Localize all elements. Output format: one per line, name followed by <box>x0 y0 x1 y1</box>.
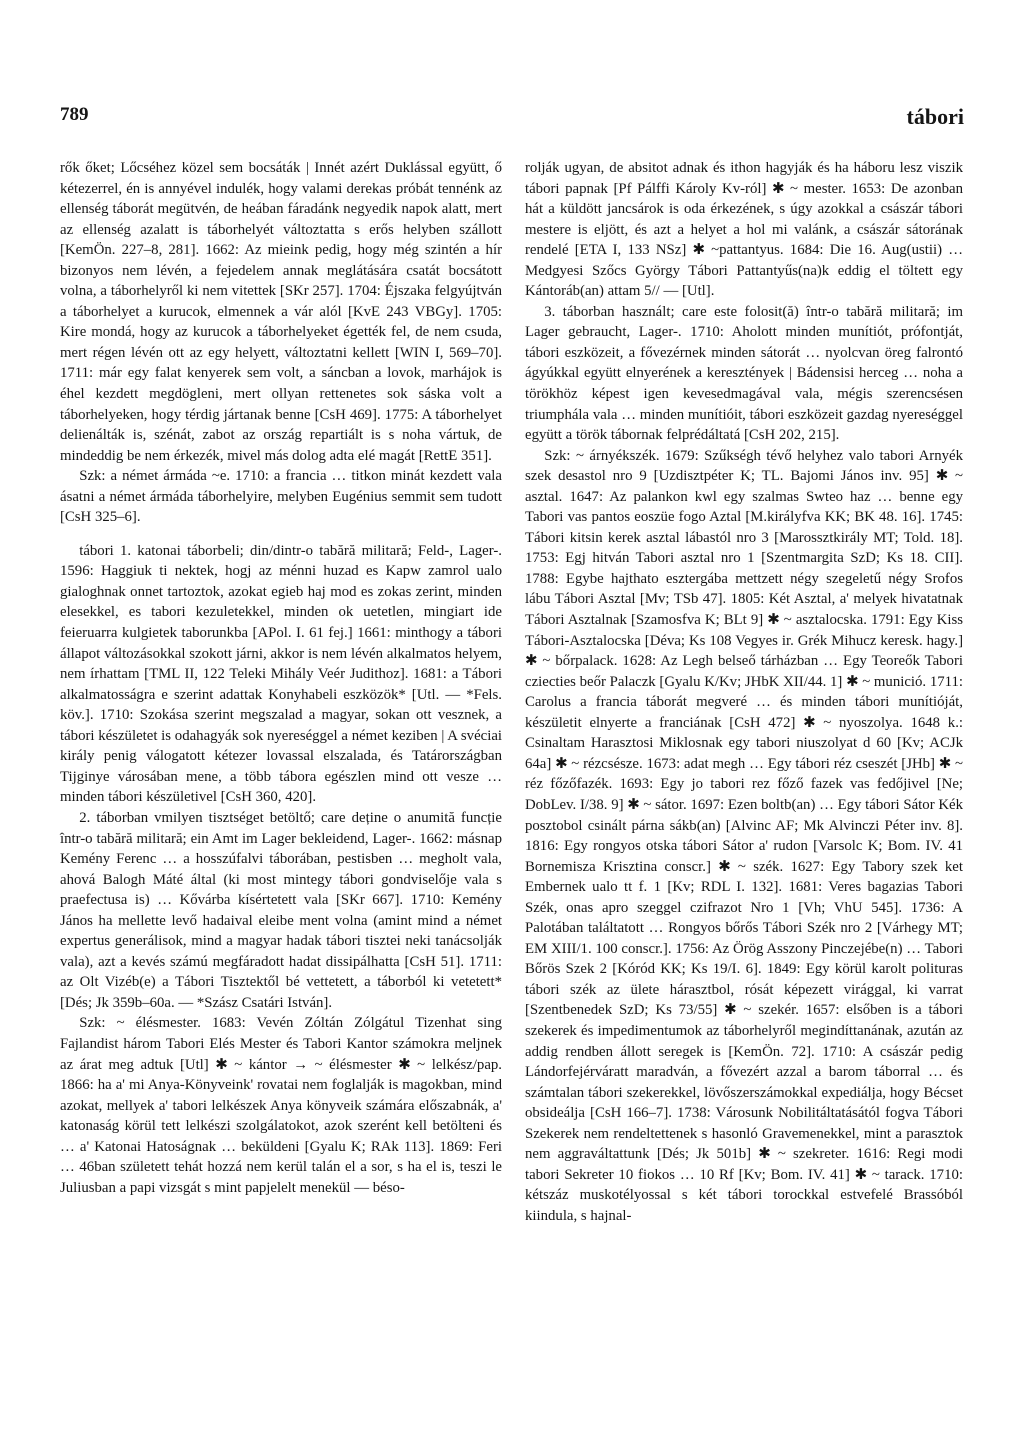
paragraph: rolják ugyan, de absitot adnak és ithon hagyják és ha háboru lesz viszik tábori papnak [Pf Pálffi Károly Kv-ról] ✱ ~ mester. 1653: De azonban hát a küldött jancsárok is oda érkezének, s úgy azokkal a császár tábori mestere is eljött, és azt a helyet a hol mi valánk, a császár sátorának rendelé [ETA I, 133 NSz] ✱ ~pattantyus. 1684: Die 16. Aug(ustii) … Medgyesi Szőcs György Tábori Pattantyűs(na)k eddig el töltett egy Kántoráb(an) attam 5// — [Utl]. <box>525 160 963 300</box>
paragraph: 3. táborban használt; care este folosit(ă) într-o tabără militară; im Lager gebraucht, Lager-. 1710: Aholott minden munítiót, prófontját, tábori eszközeit, a fővezérnek minden sátorát … nyolcvan öreg falrontó ágyúkkal együtt elnyerének a keresztények | Bádensisi herceg … noha a törökhöz képest igen kevesedmagával vala, mégis szerencsésen triumphála vala … minden munítióit, tábori eszközeit gazdag nyereséggel együtt a török tábornak felprédáltatá [CsH 202, 215]. <box>525 303 963 444</box>
entry-paragraph: tábori 1. katonai táborbeli; din/dintr-o tabără militară; Feld-, Lager-. 1596: Haggiuk ti nektek, hogj az ménni huzad es Kapw zamrol ualo gialoghnak onnet tartoztok, azokat egieb haj mod es zokas zerint, minden elesekkel, es tabori kezuletekkel, minden ok uetetlen, mingiart ide feieruarra kulgietek taborunkba [APol. I. 61 fej.] 1661: minthogy a tábori állapot változásokkal szokott járni, akkor is nem lévén alkalmatos helyem, nem írhattam [TML II, 122 Teleki Mihály Veér Judithoz]. 1681: a Tábori alkalmatosságra e szerint adattak Konyhabeli eszközök* [Utl. — *Fels. köv.]. 1710: Szokása szerint megszalad a magyar, sokan ott vesznek, a tábori készületet is odahagyák sok nyereséggel a német keziben | A svéciai király penig válogatott kétezer lovassal elszalada, és Tatárországban Tijginye városában mene, a több tábora egészlen mind ott vesze … minden tábori készületivel [CsH 360, 420]. <box>60 542 502 806</box>
paragraph: rők őket; Lőcséhez közel sem bocsáták | Innét azért Duklással együtt, ő kétezerrel, én is annyével indulék, hogy valami derekas próbát tennénk az ellenség táborát megütvén, de heában fáradánk negyedik napok alatt, mert az ellenség azalatt is táborhelyét változtatta s erős helyben szállott [KemÖn. 227–8, 281]. 1662: Az mieink pedig, hogy még szintén a hír bizonyos nem lévén, a fejedelem annak meglátására csatát bocsátott volna, a táborhelyről ki nem vitettek [SKr 257]. 1704: Éjszaka felgyújtván a táborhelyet a kurucok, elmennek a vár alól [KvE 243 VBGy]. 1705: Kire mondá, hogy az kurucok a táborhelyeket égették fel, de nem csuda, mert régen lévén ott az egy helyett, változtatni kellett [WIN I, 569–70]. 1711: már egy falat kenyerek sem volt, a sáncban a lovok, marhájok is éhel kezdett megdögleni, mert ollyan rettenetes sok sáska volt a táborhelyeken, hogy térdig jártanak benne [CsH 469]. 1775: A táborhelyet delienálták is, szénát, zabot az ország repartiált is s noha vártuk, de mindeddig be nem érkezék, mivel más dolog adta elé magát [RettE 351]. <box>60 160 502 464</box>
paragraph: Szk: ~ élésmester. 1683: Vevén Zóltán Zólgátul Tizenhat sing Fajlandist három Tabori Elés Mester és Tabori Kantor számokra meljnek az árat meg adtuk [Utl] ✱ ~ kántor → ~ élésmester ✱ ~ lelkész/pap. 1866: ha a' mi Anya-Könyveink' rovatai nem foglalják is magokban, mind azokat, mellyek a' tabori lelkészek Anya könyveik számára előszabnák, a' katonaság körül tett lelkészi szolgálatokot, azok szerént kell betölteni és … a' Katonai Hatoságnak … beküldeni [Gyalu K; RAk 113]. 1869: Feri … 46ban született tehát hozzá nem kerül talán el a sor, s ha el is, teszi le Juliusban a papi vizsgát s mint papjelelt menekül — béso- <box>60 1015 502 1196</box>
paragraph: 2. táborban vmilyen tisztséget betöltő; care deține o anumită funcție într-o tabără militară; ein Amt im Lager bekleidend, Lager-. 1662: másnap Kemény Ferenc … a hosszúfalvi táborában, pestisben … megholt vala, ahová Balogh Máté által (ki most mintegy tábori gondviselője vala s praefectusa is) … Kővárba kísértetett vala [SKr 667]. 1710: Kemény János ha mellette levő hadaival eleibe ment volna (amint mind a német expertus generálisok, mind a magyar hadak tábori tisztei neki tanácsolják vala), azt a kevés számú megfáradott hadat dissipálhatta [CsH 51]. 1711: az Olt Vizéb(e) a Tábori Tisztektől bé vettetett, a táborból ki vetetett* [Dés; Jk 359b–60a. — *Szász Csatári István]. <box>60 809 502 1011</box>
page-number: 789 <box>60 104 89 125</box>
paragraph: Szk: ~ árnyékszék. 1679: Szűkségh tévő helyhez valo tabori Arnyék szek desastol nro 9 [Uzdisztpéter K; TL. Bajomi János inv. 95] ✱ ~ asztal. 1647: Az palankon kwl egy szalmas Swteo haz … benne egy Tabori vas pantos eoszüe fogo Aztal [M.királyfva KK; BK 48. 16]. 1745: Tábori kitsin kerek asztal lábastól nro 3 [Marossztkirály MT; Told. 18]. 1753: Egj hitván Tabori asztal nro 1 [Szentmargita SzD; Ks 18. CII]. 1788: Egybe hajthato esztergába mettzett négy szegeletű négy Srofos lábu Tábori Asztal [Mv; TSb 47]. 1805: Két Asztal, a' melyek hivatatnak Tábori Asztalnak [Szamosfva K; BLt 9] ✱ ~ asztalocska. 1791: Egy Kiss Tábori-Asztalocska [Déva; Ks 108 Vegyes ir. Grék Mihucz keresk. hagy.] ✱ ~ bőrpalack. 1628: Az Legh belseő tárházban … Egy Teoreők Tabori cziecties beőr Palaczk [Gyalu K/Kv; JHbK XII/44. 1] ✱ ~ munició. 1711: Carolus a francia táborát megveré … és minden tábori munítióját, készületit elnyerte a franciának [CsH 472] ✱ ~ nyoszolya. 1648 k.: Csinaltam Harasztosi Miklosnak egy tabori niuszolyat d 60 [Kv; ACJk 64a] ✱ ~ rézcsésze. 1673: adat megh … Egy tábori réz cseszét [JHb] ✱ ~ réz főzőfazék. 1693: Egy jo tabori rez főző fazek vas fedőjivel [Ne; DobLev. I/38. 9] ✱ ~ sátor. 1697: Ezen boltb(an) … Egy tábori Sátor Kék posztobol csinált párna sákb(an) [Alvinc AF; Mk Alvinczi Péter inv. 8]. 1816: Egy rongyos otska tábori Sátor a' rudon [Varsolc K; Bom. IV. 41 Bornemisza Krisztina conscr.] ✱ ~ szék. 1627: Egy Tabory szek ket Embernek ualo tt f. 1 [Kv; RDL I. 132]. 1681: Veres bagazias Tabori Szék, onas apro szeggel czifrazot Nro 1 [Vh; VhU 545]. 1736: A Palotában találtatott … Rongyos bőrős Tábori Szék nro 2 [Várhegy MT; EM XIII/1. 100 conscr.]. 1756: Az Örög Asszony Pinczejébe(n) … Tabori Bőrös Szek 2 [Kóród KK; Ks 19/I. 6]. 1849: Egy körül karolt polituras tábori szék az ülete hárasztbol, rósát képezett virággal, ki varrat [Szentbenedek SzD; Ks 73/55] ✱ ~ szekér. 1657: elsőben is a tábori szekerek és impedimentumok az táborhelyről megindíttanának, azután az addig rendben állott seregek is [KemÖn. 72]. 1710: A császár pedig Lándorfejérváratt maradván, a fővezért azzal a barom táborral … és számtalan tábori szekerekkel, lövőszerszámokkal expediálja, hogy Bécset obsideálja [CsH 166–7]. 1738: Városunk Nobilitáltatásától fogva Tábori Szekerek nem rendeltettenek s hasonló Gravemenekkel, mint a parasztok nem aggraváltattunk [Dés; Jk 501b] ✱ ~ szekreter. 1616: Regi modi tabori Sekreter 10 fiokos … 10 Rf [Kv; Bom. IV. 41] ✱ ~ tarack. 1710: kétszáz muskotélyossal s két tábori torockkal estvefelé Brassóból kiindula, s hajnal- <box>525 447 963 1224</box>
right-column <box>525 158 963 1226</box>
left-column <box>60 158 502 1198</box>
paragraph: Szk: a német ármáda ~e. 1710: a francia … titkon minát kezdett vala ásatni a német ármáda táborhelyire, melyben Eugénius semmit sem tudott [CsH 325–6]. <box>60 468 502 526</box>
running-head: tábori <box>906 104 964 129</box>
